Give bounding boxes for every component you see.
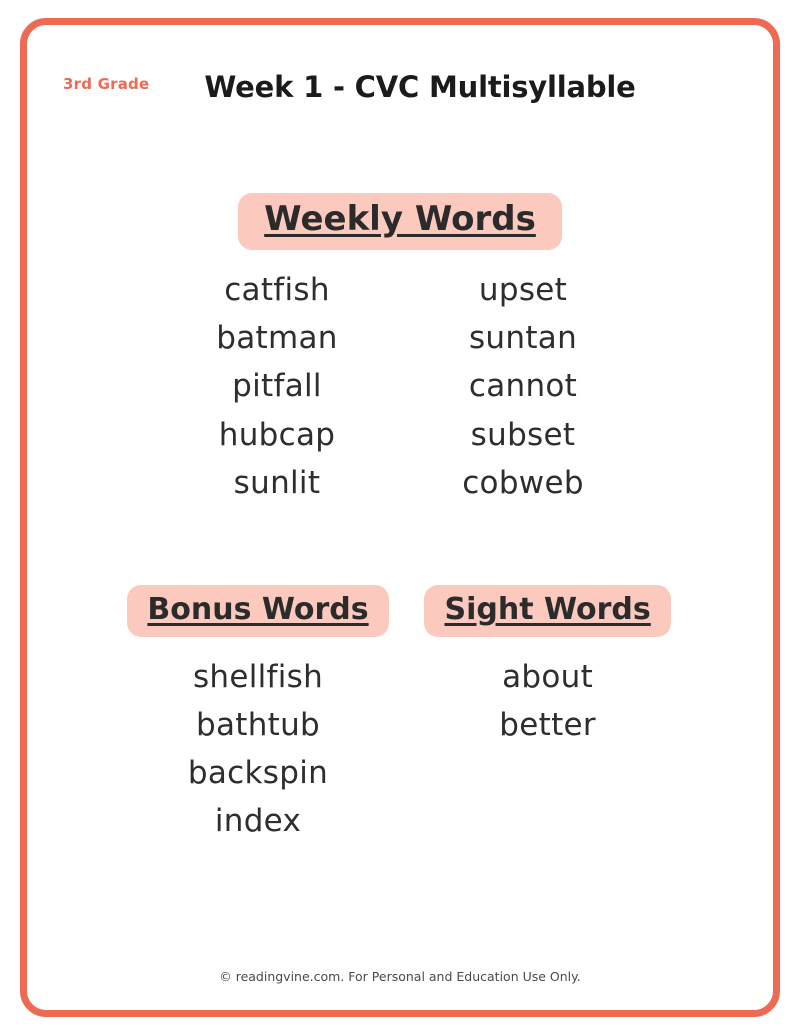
word-item: pitfall [232, 368, 322, 405]
word-item: upset [478, 272, 568, 309]
word-item: batman [216, 320, 338, 357]
sight-words-list [423, 653, 673, 749]
word-item: cobweb [462, 464, 584, 501]
weekly-words-columns [27, 266, 773, 506]
bonus-words-list [127, 653, 388, 845]
weekly-words-column-left [202, 266, 352, 506]
word-item: about [502, 659, 594, 695]
word-item: cannot [468, 368, 578, 405]
footer-credit: © readingvine.com. For Personal and Education Use Only. [219, 969, 581, 984]
page-title: Week 1 - CVC Multisyllable [204, 70, 636, 104]
weekly-words-section [27, 193, 773, 507]
bonus-words-section [127, 585, 388, 845]
sight-words-heading: Sight Words [424, 585, 670, 637]
word-item: index [214, 803, 302, 840]
word-item: catfish [224, 272, 330, 309]
word-item: sunlit [233, 464, 321, 501]
bottom-sections-row [27, 585, 773, 845]
bonus-words-heading: Bonus Words [127, 585, 388, 637]
grade-label: 3rd Grade [63, 75, 150, 93]
weekly-words-heading: Weekly Words [238, 193, 562, 250]
word-item: suntan [468, 320, 578, 357]
word-item: subset [470, 416, 576, 453]
word-item: hubcap [218, 416, 336, 453]
word-item: better [499, 707, 596, 744]
sight-words-section [423, 585, 673, 749]
word-item: bathtub [195, 707, 321, 744]
word-item: backspin [187, 755, 329, 792]
weekly-words-column-right [448, 266, 598, 506]
worksheet-border [20, 18, 780, 1017]
word-item: shellfish [192, 659, 324, 695]
